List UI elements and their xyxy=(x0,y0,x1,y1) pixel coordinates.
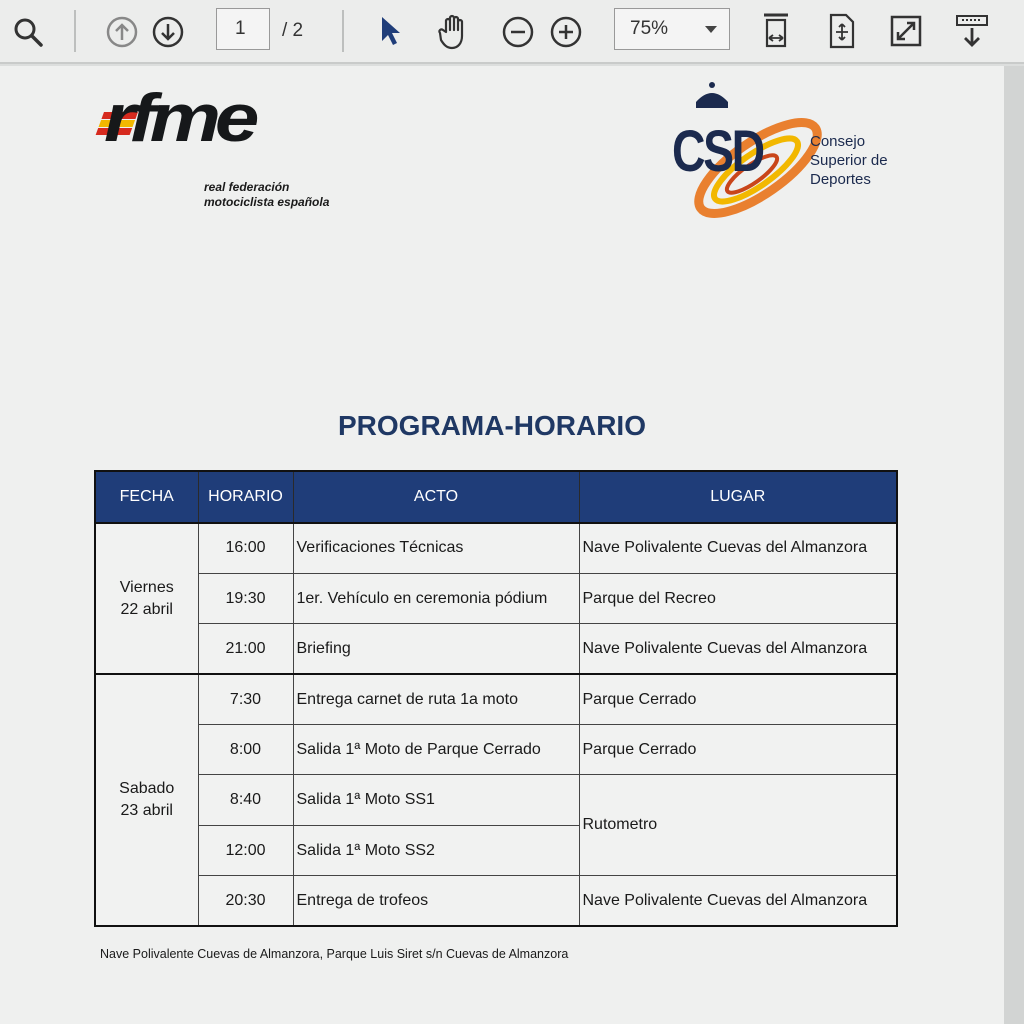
date-cell xyxy=(95,523,198,674)
rfme-logo-wordmark: rfme xyxy=(104,79,254,156)
table-row xyxy=(95,674,897,724)
viewer-background xyxy=(1004,66,1024,1024)
zoom-value: 75% xyxy=(630,18,669,39)
time-cell: 19:30 xyxy=(198,573,293,623)
table-row xyxy=(95,624,897,674)
time-cell: 12:00 xyxy=(198,825,293,875)
csd-logo-initials: CSD xyxy=(672,119,763,184)
table-row xyxy=(95,725,897,775)
schedule-table xyxy=(94,470,898,927)
place-cell: Parque Cerrado xyxy=(579,725,897,775)
table-header-row xyxy=(95,471,897,523)
zoom-select[interactable] xyxy=(614,8,730,50)
column-header-fecha: FECHA xyxy=(95,471,198,523)
place-cell: Parque del Recreo xyxy=(579,573,897,623)
place-cell: Parque Cerrado xyxy=(579,674,897,724)
page-total-label: / 2 xyxy=(282,20,304,41)
date-day: 22 abril xyxy=(120,600,173,618)
table-row xyxy=(95,523,897,573)
select-cursor-icon[interactable] xyxy=(374,12,408,50)
search-icon[interactable] xyxy=(10,14,46,50)
previous-page-icon[interactable] xyxy=(104,14,140,50)
date-weekday: Viernes xyxy=(119,578,174,596)
csd-text-line3: Deportes xyxy=(810,171,871,188)
time-cell: 8:00 xyxy=(198,725,293,775)
document-title: PROGRAMA-HORARIO xyxy=(338,410,646,441)
place-cell: Nave Polivalente Cuevas del Almanzora xyxy=(579,876,897,926)
fullscreen-icon[interactable] xyxy=(888,12,924,50)
download-icon[interactable] xyxy=(952,10,992,52)
hand-pan-icon[interactable] xyxy=(434,10,474,52)
csd-text-line1: Consejo xyxy=(810,133,866,150)
pdf-toolbar xyxy=(0,0,1024,64)
table-row xyxy=(95,876,897,926)
place-cell: Nave Polivalente Cuevas del Almanzora xyxy=(579,624,897,674)
place-cell: Rutometro xyxy=(579,775,897,876)
column-header-acto: ACTO xyxy=(293,471,579,523)
time-cell: 16:00 xyxy=(198,523,293,573)
time-cell: 7:30 xyxy=(198,674,293,724)
column-header-horario: HORARIO xyxy=(198,471,293,523)
act-cell: Entrega de trofeos xyxy=(293,876,579,926)
document-footnote: Nave Polivalente Cuevas de Almanzora, Parque Luis Siret s/n Cuevas de Almanzora xyxy=(100,947,569,961)
page-number-input[interactable]: 1 xyxy=(216,8,270,50)
act-cell: Salida 1ª Moto SS1 xyxy=(293,775,579,825)
fit-width-icon[interactable] xyxy=(758,10,794,52)
act-cell: Salida 1ª Moto SS2 xyxy=(293,825,579,875)
toolbar-separator xyxy=(342,10,344,52)
act-cell: Briefing xyxy=(293,624,579,674)
table-row xyxy=(95,573,897,623)
time-cell: 8:40 xyxy=(198,775,293,825)
date-day: 23 abril xyxy=(120,802,173,820)
date-weekday: Sabado xyxy=(119,780,175,798)
act-cell: Entrega carnet de ruta 1a moto xyxy=(293,674,579,724)
date-cell xyxy=(95,674,198,926)
time-cell: 21:00 xyxy=(198,624,293,674)
column-header-lugar: LUGAR xyxy=(579,471,897,523)
crown-icon xyxy=(696,82,728,108)
csd-text-line2: Superior de xyxy=(810,152,888,169)
toolbar-separator xyxy=(74,10,76,52)
fit-page-icon[interactable] xyxy=(824,10,860,52)
zoom-in-icon[interactable] xyxy=(548,14,584,50)
act-cell: Salida 1ª Moto de Parque Cerrado xyxy=(293,725,579,775)
chevron-down-icon xyxy=(705,26,717,33)
zoom-out-icon[interactable] xyxy=(500,14,536,50)
csd-logo-text xyxy=(810,132,888,189)
act-cell: 1er. Vehículo en ceremonia pódium xyxy=(293,573,579,623)
rfme-subtitle-line2: motociclista española xyxy=(204,195,330,209)
act-cell: Verificaciones Técnicas xyxy=(293,523,579,573)
next-page-icon[interactable] xyxy=(150,14,186,50)
rfme-logo-subtitle xyxy=(204,180,329,210)
time-cell: 20:30 xyxy=(198,876,293,926)
rfme-subtitle-line1: real federación xyxy=(204,180,290,194)
table-row xyxy=(95,775,897,825)
place-cell: Nave Polivalente Cuevas del Almanzora xyxy=(579,523,897,573)
